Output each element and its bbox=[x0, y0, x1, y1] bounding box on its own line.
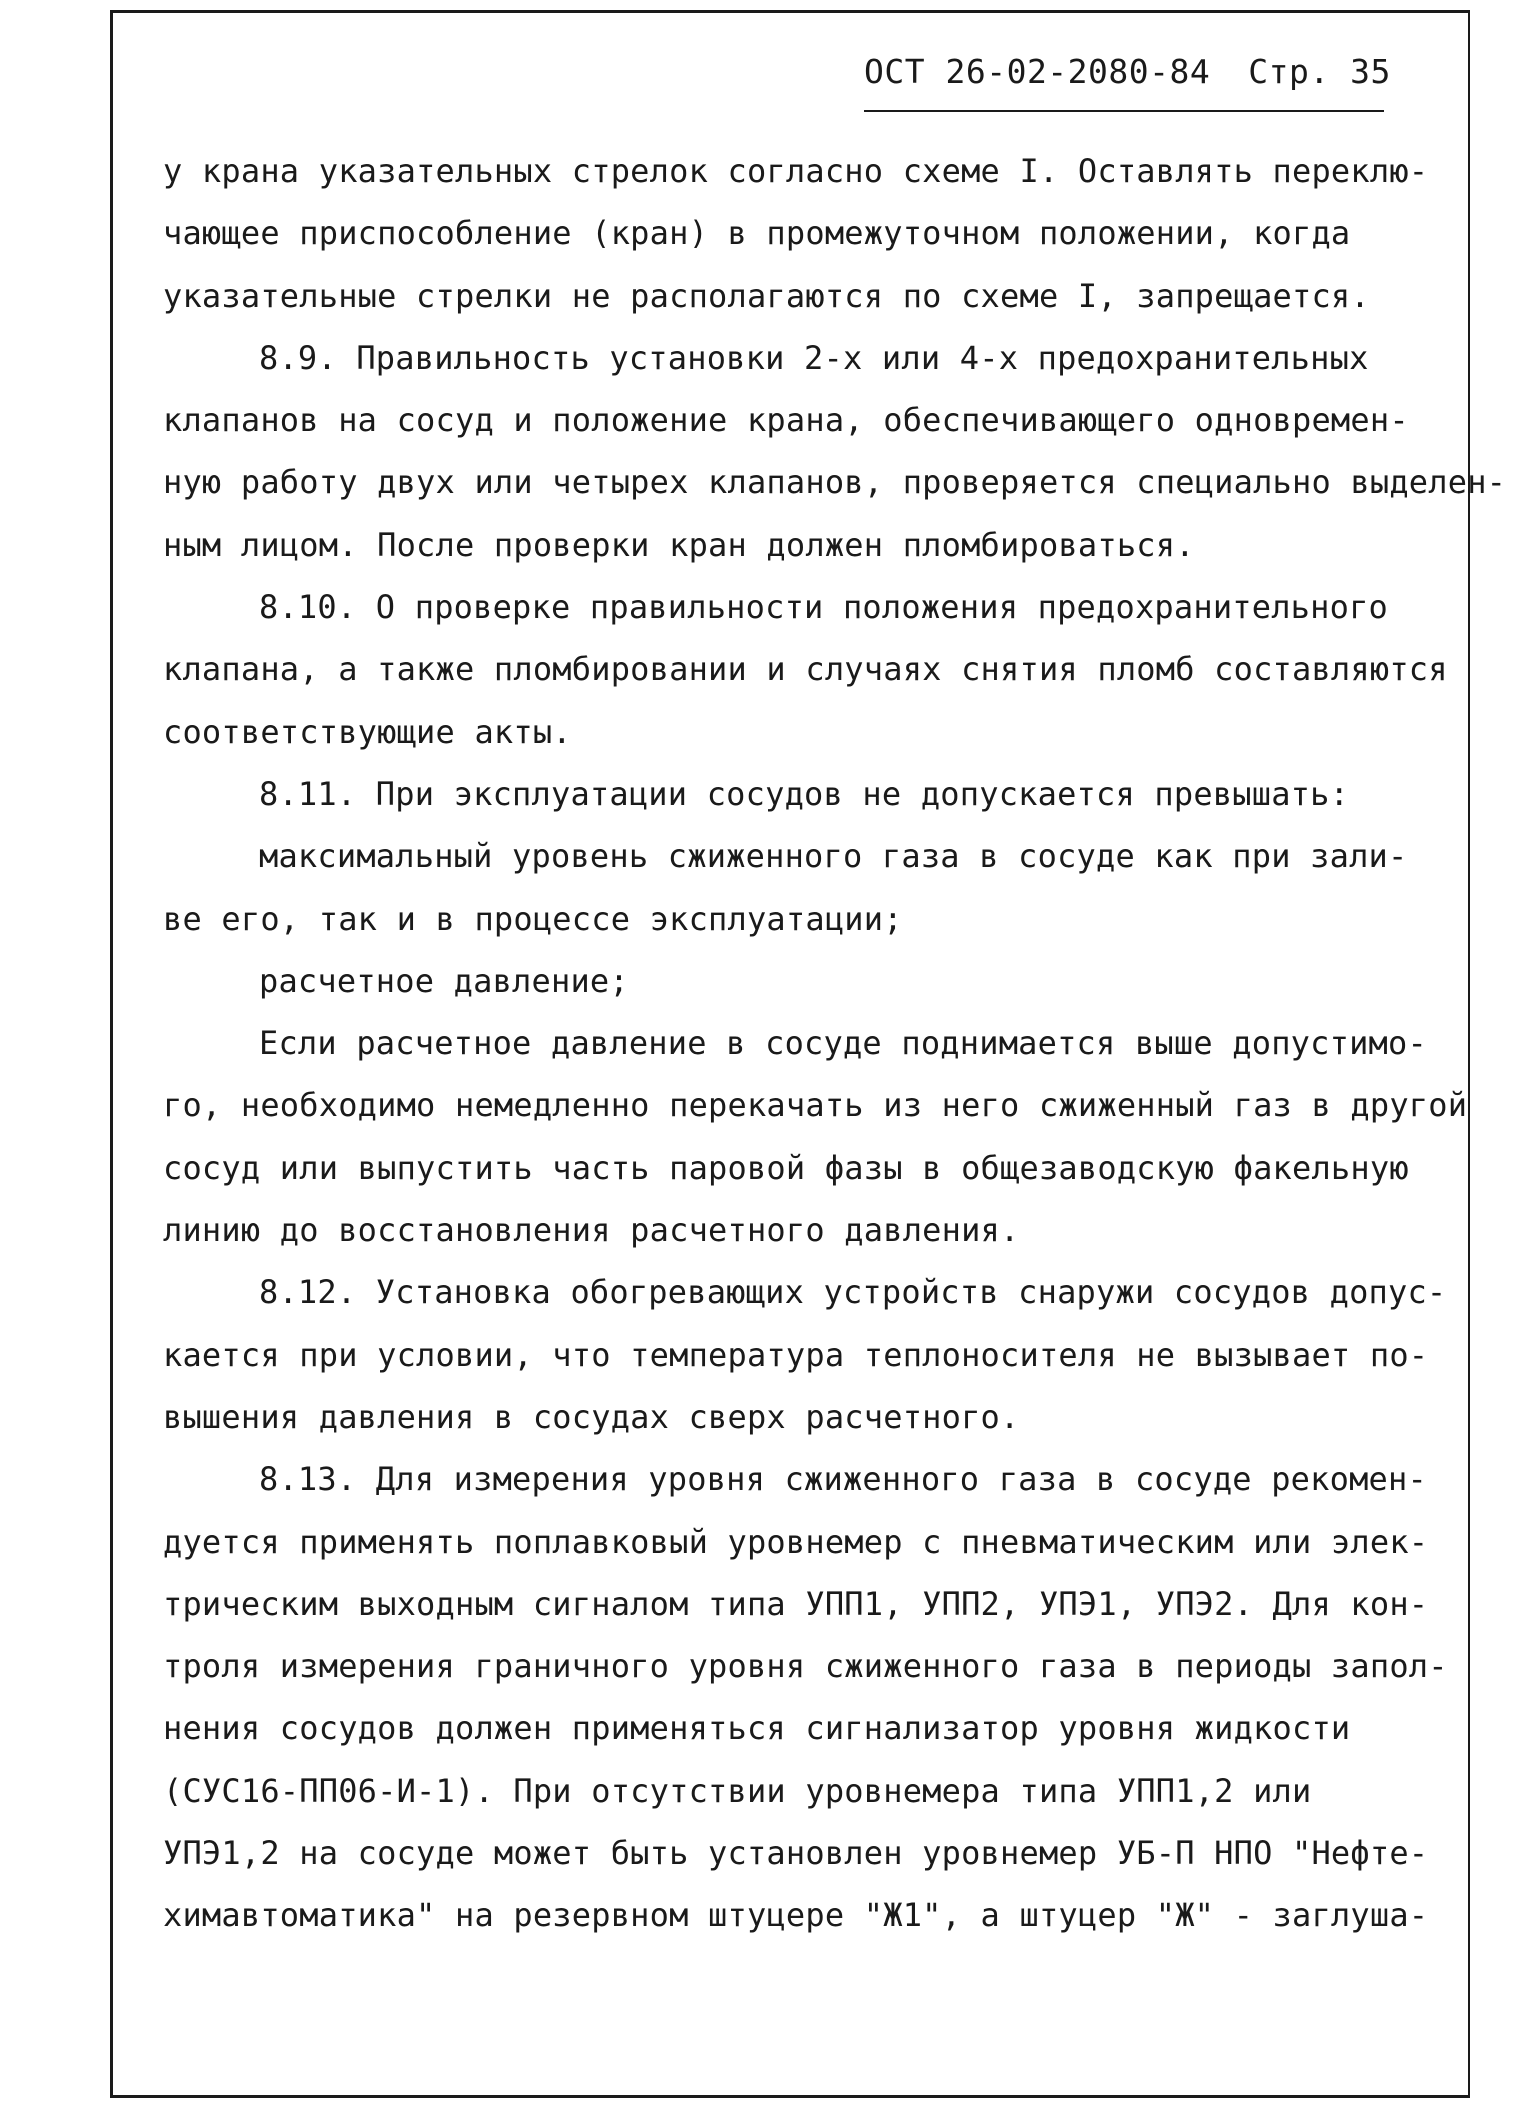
text-line: линию до восстановления расчетного давления. bbox=[163, 1211, 1020, 1250]
standard-code: ОСТ 26-02-2080-84 bbox=[864, 52, 1211, 91]
text-line: сосуд или выпустить часть паровой фазы в общезаводскую факельную bbox=[163, 1148, 1409, 1187]
document-body bbox=[163, 140, 1507, 1947]
text-line: вышения давления в сосудах сверх расчетного. bbox=[163, 1397, 1020, 1436]
text-line: у крана указательных стрелок согласно схеме I. Оставлять переклю- bbox=[163, 152, 1429, 190]
clause-8-11-start: 8.11. При эксплуатации сосудов не допускается превышать: bbox=[259, 774, 1350, 813]
text-line: трическим выходным сигналом типа УПП1, УПП2, УПЭ1, УПЭ2. Для кон- bbox=[163, 1584, 1429, 1623]
header-underline bbox=[864, 110, 1384, 112]
text-line: го, необходимо немедленно перекачать из него сжиженный газ в другой bbox=[163, 1086, 1468, 1125]
document-header bbox=[864, 52, 1391, 91]
text-line: (СУС16-ПП06-И-1). При отсутствии уровнемера типа УПП1,2 или bbox=[163, 1771, 1312, 1810]
paragraph-start: Если расчетное давление в сосуде поднимается выше допустимо- bbox=[259, 1024, 1427, 1063]
clause-8-13-start: 8.13. Для измерения уровня сжиженного газа в сосуде рекомен- bbox=[259, 1460, 1427, 1499]
text-line: УПЭ1,2 на сосуде может быть установлен уровнемер УБ-П НПО "Нефте- bbox=[163, 1834, 1429, 1873]
text-line: троля измерения граничного уровня сжиженного газа в периоды запол- bbox=[163, 1647, 1448, 1686]
text-line: ную работу двух или четырех клапанов, проверяется специально выделен- bbox=[163, 463, 1507, 502]
text-line: соответствующие акты. bbox=[163, 712, 572, 751]
text-line: клапана, а также пломбировании и случаях снятия пломб составляются bbox=[163, 650, 1448, 689]
page-number: Стр. 35 bbox=[1248, 52, 1391, 91]
text-line: нения сосудов должен применяться сигнализатор уровня жидкости bbox=[163, 1709, 1351, 1748]
clause-8-12-start: 8.12. Установка обогревающих устройств снаружи сосудов допус- bbox=[259, 1273, 1447, 1312]
text-line: ве его, так и в процессе эксплуатации; bbox=[163, 899, 903, 938]
clause-8-9-start: 8.9. Правильность установки 2-х или 4-х предохранительных bbox=[259, 338, 1369, 377]
text-line: кается при условии, что температура теплоносителя не вызывает по- bbox=[163, 1335, 1429, 1374]
text-line: клапанов на сосуд и положение крана, обеспечивающего одновремен- bbox=[163, 401, 1409, 440]
list-item: максимальный уровень сжиженного газа в сосуде как при зали- bbox=[259, 837, 1408, 876]
text-line: химавтоматика" на резервном штуцере "Ж1", а штуцер "Ж" - заглуша- bbox=[163, 1896, 1429, 1935]
text-line: указательные стрелки не располагаются по схеме I, запрещается. bbox=[163, 276, 1370, 315]
text-line: ным лицом. После проверки кран должен пломбироваться. bbox=[163, 525, 1195, 564]
text-line: чающее приспособление (кран) в промежуточном положении, когда bbox=[163, 214, 1351, 253]
text-line: дуется применять поплавковый уровнемер с пневматическим или элек- bbox=[163, 1522, 1429, 1561]
list-item: расчетное давление; bbox=[259, 961, 629, 1000]
clause-8-10-start: 8.10. О проверке правильности положения предохранительного bbox=[259, 588, 1389, 627]
